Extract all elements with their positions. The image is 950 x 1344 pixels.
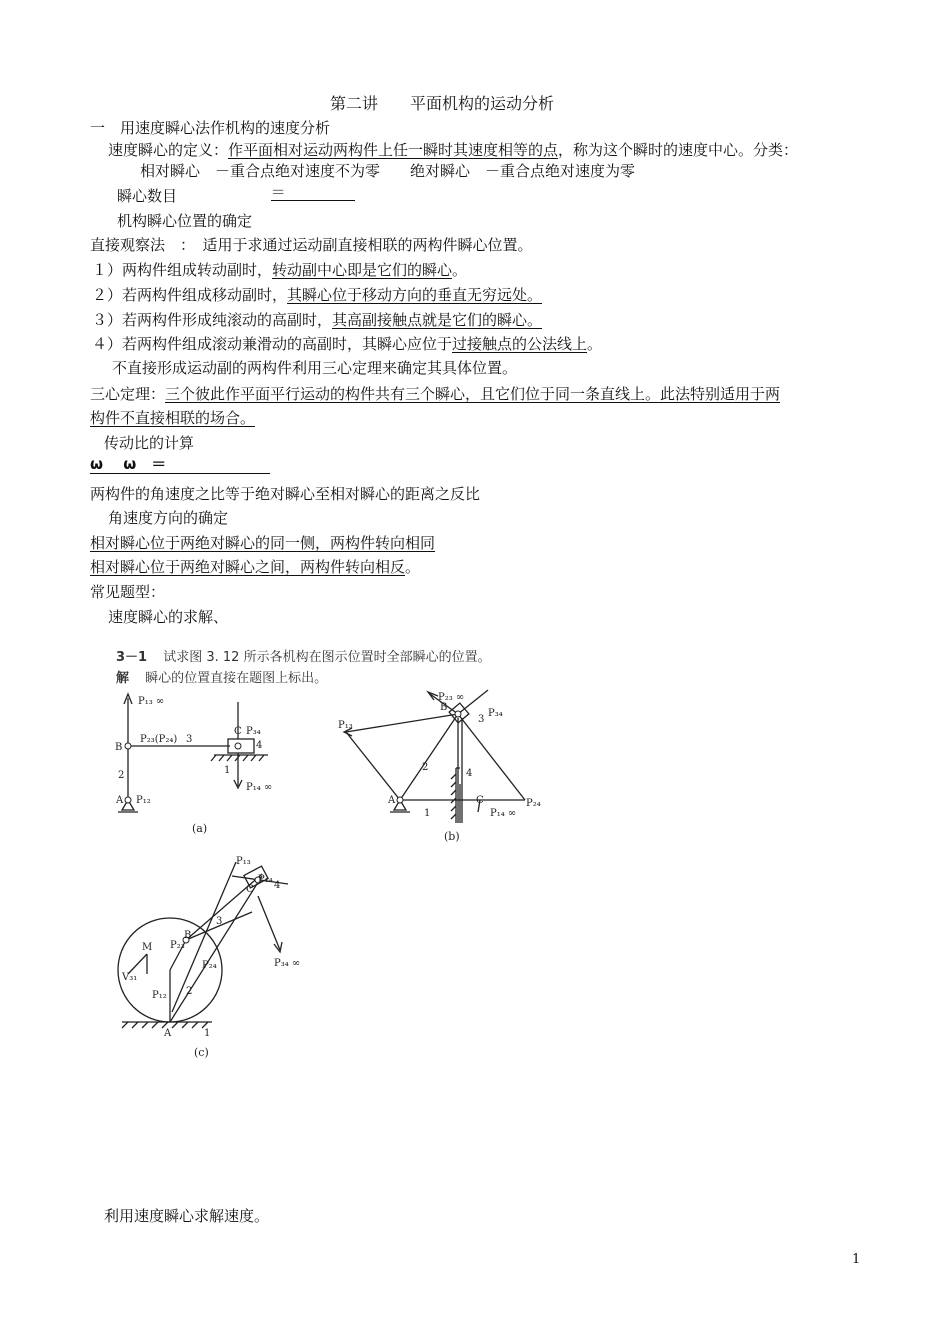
definition-line: [108, 140, 798, 160]
fig-b-label: P₁₄ ∞: [490, 808, 517, 819]
fig-a-label: A: [116, 795, 124, 806]
fig-a-label: P₁₄ ∞: [246, 782, 273, 793]
rule-2: [92, 285, 542, 305]
solution-label: 解: [116, 671, 130, 686]
fig-a-label: P₁₂: [136, 795, 151, 806]
fig-c-label: P₂₃: [170, 940, 185, 951]
fig-b-label: P₂₄: [526, 798, 541, 809]
rule-3: [92, 310, 542, 330]
fig-b-label: P₃₄: [488, 708, 503, 719]
common-item: 速度瞬心的求解、: [108, 608, 229, 626]
omega-formula: ω ω ＝: [90, 455, 167, 473]
fig-a-label: B: [115, 742, 123, 753]
fig-a-label: P₂₃(P₂₄): [140, 734, 178, 745]
fig-c-label: M: [142, 942, 153, 953]
fig-c-caption: (c): [194, 1046, 209, 1059]
three-center-prefix: 三心定理：: [90, 385, 166, 403]
definition-suffix: ，称为这个瞬时的速度中心。分类：: [558, 141, 799, 159]
page-number: 1: [852, 1252, 861, 1267]
figure-a-diagram: [110, 688, 300, 838]
fig-c-label: 2: [186, 986, 193, 997]
page-title: 第二讲 平面机构的运动分析: [330, 94, 555, 113]
fig-c-label: 1: [204, 1028, 211, 1039]
direct-method: 直接观察法 ： 适用于求通过运动副直接相联的两构件瞬心位置。: [90, 236, 533, 254]
rule-4-prefix: ４）若两构件组成滚动兼滑动的高副时，其瞬心应位于: [92, 335, 453, 353]
direction-rule-2-text: 相对瞬心位于两绝对瞬心之间，两构件转向相反: [90, 558, 406, 576]
rule-1-underlined: 转动副中心即是它们的瞬心: [272, 261, 453, 279]
rule-3-prefix: ３）若两构件形成纯滚动的高副时，: [92, 311, 333, 329]
rule-2-underlined: 其瞬心位于移动方向的垂直无穷远处。: [287, 286, 543, 304]
section-heading: 一 用速度瞬心法作机构的速度分析: [90, 119, 331, 137]
fig-c-label: P₁₃: [236, 856, 251, 867]
ratio-text: 两构件的角速度之比等于绝对瞬心至相对瞬心的距离之反比: [90, 485, 481, 503]
fig-c-label: C: [246, 884, 254, 895]
fig-b-label: C: [476, 795, 484, 806]
direction-rule-1-text: 相对瞬心位于两绝对瞬心的同一侧，两构件转向相同: [90, 534, 436, 552]
rule-1-suffix: 。: [452, 261, 468, 279]
rule-2-prefix: ２）若两构件组成移动副时，: [92, 286, 288, 304]
omega-line: [90, 455, 270, 479]
fig-c-label: B: [184, 930, 192, 941]
fig-b-label: P₁₃: [338, 720, 353, 731]
ratio-heading: 传动比的计算: [104, 434, 195, 452]
figure-b-diagram: [330, 688, 550, 848]
fig-b-label: B: [440, 702, 448, 713]
fig-b-label: 4: [466, 768, 473, 779]
solution-text: 瞬心的位置直接在题图上标出。: [145, 671, 328, 686]
fig-a-label: 1: [224, 765, 231, 776]
rule-4-underlined: 过接触点的公法线上: [452, 335, 588, 353]
figure-c-diagram: [112, 852, 322, 1062]
fig-c-label: A: [164, 1028, 172, 1039]
rule-4-suffix: 。: [587, 335, 603, 353]
rule-1-prefix: １）两构件组成转动副时，: [92, 261, 273, 279]
fig-c-label: V₃₁: [122, 972, 138, 983]
three-center-line-2: [90, 408, 255, 428]
solution-line: [116, 669, 327, 689]
definition-underlined: 作平面相对运动两构件上任一瞬时其速度相等的点: [228, 141, 559, 159]
direction-rule-2: [90, 557, 420, 577]
fig-c-label: P₂₄: [202, 960, 217, 971]
direction-heading: 角速度方向的确定: [108, 509, 229, 527]
bottom-text: 利用速度瞬心求解速度。: [104, 1207, 270, 1225]
fig-c-label: P₁₄: [258, 874, 273, 885]
fig-b-label: P₂₃ ∞: [438, 692, 465, 703]
fig-c-label: P₃₄ ∞: [274, 958, 301, 969]
fig-c-label: 3: [216, 916, 223, 927]
fig-b-caption: (b): [444, 830, 460, 843]
fig-a-label: P₃₄: [246, 726, 261, 737]
three-center-text-2: 构件不直接相联的场合。: [90, 409, 256, 427]
fig-b-label: 2: [422, 762, 429, 773]
fig-a-label: 2: [118, 770, 125, 781]
classification-line: 相对瞬心 －重合点绝对速度不为零 绝对瞬心 －重合点绝对速度为零: [140, 162, 636, 180]
problem-line: [116, 648, 491, 668]
three-center-text: 三个彼此作平面平行运动的构件共有三个瞬心，且它们位于同一条直线上。此法特别适用于两: [165, 385, 781, 403]
count-label: 瞬心数目: [117, 187, 178, 205]
fig-a-caption: (a): [192, 822, 208, 835]
count-blank: [270, 183, 355, 201]
fig-b-label: 1: [424, 808, 431, 819]
position-heading: 机构瞬心位置的确定: [117, 212, 253, 230]
fig-a-label: 4: [256, 740, 263, 751]
fig-a-label: 3: [186, 734, 193, 745]
problem-number: 3－1: [116, 650, 148, 665]
problem-text: 试求图 3. 12 所示各机构在图示位置时全部瞬心的位置。: [163, 650, 491, 665]
definition-prefix: 速度瞬心的定义：: [108, 141, 229, 159]
indirect-line: 不直接形成运动副的两构件利用三心定理来确定其具体位置。: [112, 359, 518, 377]
rule-3-underlined: 其高副接触点就是它们的瞬心。: [332, 311, 543, 329]
three-center-line-1: [90, 384, 780, 404]
count-line: [117, 183, 355, 206]
omega-blank: [90, 455, 270, 474]
rule-1: [92, 260, 467, 280]
fig-b-label: A: [388, 795, 396, 806]
fig-c-label: 4: [274, 880, 281, 891]
fig-a-label: P₁₃ ∞: [138, 696, 165, 707]
fig-c-label: P₁₂: [152, 990, 167, 1001]
fig-b-label: 3: [478, 714, 485, 725]
count-equals: ＝: [270, 183, 286, 201]
direction-rule-1: [90, 533, 435, 553]
fig-a-label: C: [234, 726, 242, 737]
direction-rule-2-suffix: 。: [405, 558, 421, 576]
rule-4: [92, 334, 602, 354]
common-types: 常见题型：: [90, 583, 166, 601]
